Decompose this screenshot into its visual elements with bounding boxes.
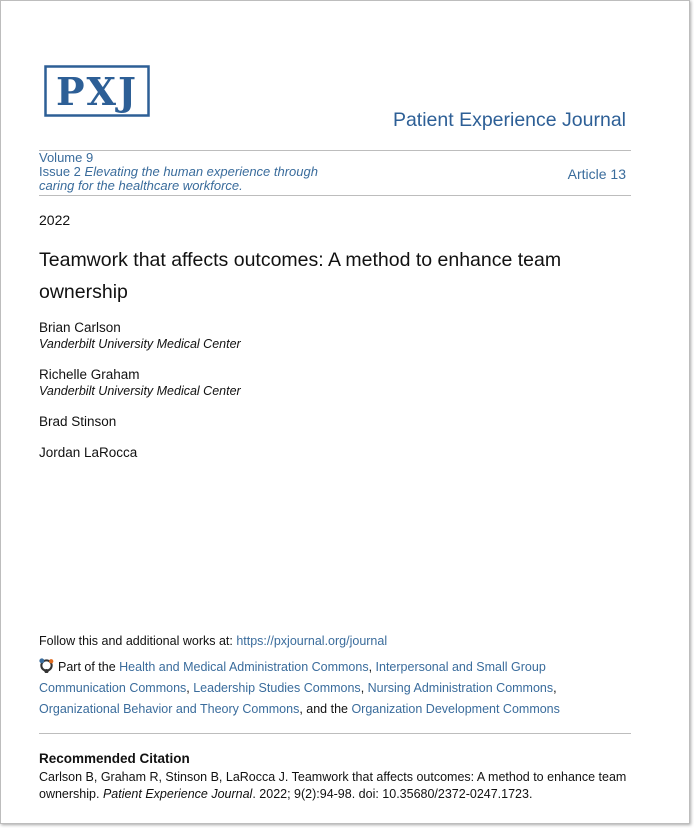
divider: [39, 733, 631, 734]
commons-link[interactable]: Health and Medical Administration Commons: [119, 660, 369, 674]
volume-link[interactable]: Volume 9: [39, 150, 94, 165]
commons-link[interactable]: Nursing Administration Commons: [367, 681, 554, 695]
citation-heading: Recommended Citation: [39, 751, 190, 766]
author-entry: [39, 413, 116, 430]
author-name[interactable]: Richelle Graham: [39, 367, 140, 382]
part-of-section: Part of the Health and Medical Administration Commons, Interpersonal and Small Group Communication Commons, Leadership Studies Commons, Nursing Administration Commons, Organizational Behavior and Theory Commons, and the Organization Development Commons: [39, 660, 560, 716]
follow-text: Follow this and additional works at:: [39, 634, 237, 648]
author-entry: [39, 319, 241, 353]
issue-info: [39, 151, 318, 193]
journal-url-link[interactable]: https://pxjournal.org/journal: [236, 634, 388, 648]
commons-link[interactable]: Organization Development Commons: [351, 702, 560, 716]
divider: [39, 195, 631, 196]
author-name[interactable]: Jordan LaRocca: [39, 445, 138, 460]
part-of-intro: Part of the: [58, 660, 120, 674]
issue-title: Elevating the human experience through: [84, 164, 318, 179]
citation-text: Carlson B, Graham R, Stinson B, LaRocca J. Teamwork that affects outcomes: A method to enhance team ownership. Patient Experience Journal. 2022; 9(2):94-98. doi: 10.35680/2372-0247.1723.: [39, 770, 627, 801]
pxj-logo: [44, 65, 150, 123]
author-affiliation: Vanderbilt University Medical Center: [39, 337, 241, 351]
author-name[interactable]: Brad Stinson: [39, 414, 117, 429]
commons-link[interactable]: Organizational Behavior and Theory Commons: [39, 702, 300, 716]
commons-link[interactable]: Interpersonal and Small Group Communication Commons: [39, 660, 546, 695]
author-name[interactable]: Brian Carlson: [39, 320, 121, 335]
network-icon: [39, 658, 54, 673]
author-entry: [39, 366, 241, 400]
journal-name[interactable]: Patient Experience Journal: [392, 109, 626, 131]
citation-journal: Patient Experience Journal: [102, 787, 253, 801]
issue-title-cont: caring for the healthcare workforce.: [39, 178, 243, 193]
issue-label: Issue 2: [39, 164, 81, 179]
article-number[interactable]: Article 13: [567, 166, 626, 182]
publication-year: 2022: [39, 212, 71, 228]
follow-line: [39, 634, 387, 648]
article-title: Teamwork that affects outcomes: A method to enhance team ownership: [39, 249, 562, 303]
commons-link[interactable]: Leadership Studies Commons: [193, 681, 361, 695]
issue-link[interactable]: [39, 165, 318, 179]
logo-text: PXJ: [55, 69, 139, 114]
author-entry: [39, 444, 137, 461]
author-affiliation: Vanderbilt University Medical Center: [39, 384, 241, 398]
